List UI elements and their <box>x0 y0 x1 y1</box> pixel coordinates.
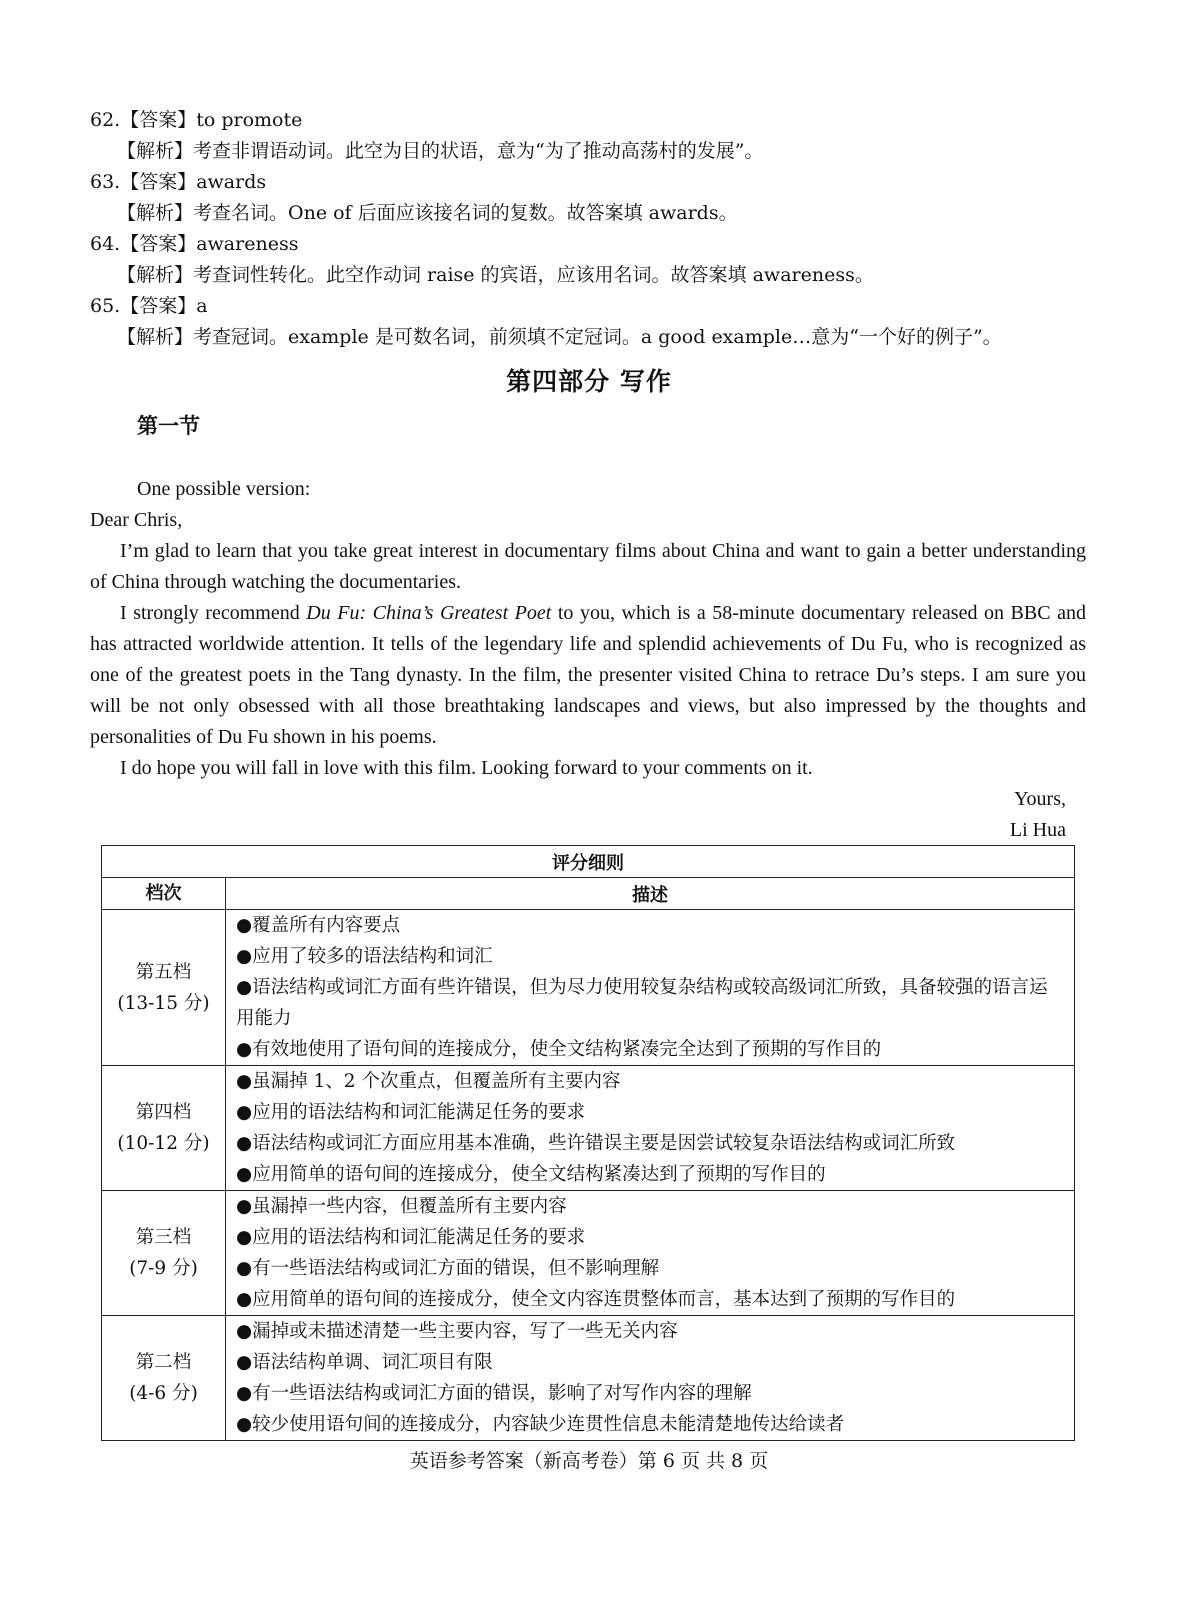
answer-list <box>90 105 1100 353</box>
description-cell <box>226 1191 1075 1316</box>
level-score: (4-6 分) <box>129 1383 198 1404</box>
criterion-item: ●应用了较多的语法结构和词汇 <box>236 946 493 967</box>
film-title: Du Fu: China’s Greatest Poet <box>306 602 552 624</box>
criterion-item: ●较少使用语句间的连接成分，内容缺少连贯性信息未能清楚地传达给读者 <box>236 1414 845 1435</box>
sample-letter <box>90 474 1086 846</box>
criterion-item: ●有一些语法结构或词汇方面的错误，但不影响理解 <box>236 1258 660 1279</box>
letter-paragraph-2 <box>90 598 1086 753</box>
section-title: 第四部分 写作 <box>506 367 672 396</box>
criterion-item: ●覆盖所有内容要点 <box>236 915 401 936</box>
column-header-description: 描述 <box>226 878 1075 910</box>
description-cell <box>226 910 1075 1066</box>
criterion-item: ●有一些语法结构或词汇方面的错误，影响了对写作内容的理解 <box>236 1383 752 1404</box>
criterion-item: ●应用的语法结构和词汇能满足任务的要求 <box>236 1102 586 1123</box>
description-cell <box>226 1066 1075 1191</box>
criterion-item: ●有效地使用了语句间的连接成分，使全文结构紧凑完全达到了预期的写作目的 <box>236 1039 882 1060</box>
letter-closing: Yours, <box>1014 788 1066 810</box>
criterion-item: ●漏掉或未描述清楚一些主要内容，写了一些无关内容 <box>236 1321 678 1342</box>
rubric-header-row <box>102 878 1075 910</box>
description-cell <box>226 1316 1075 1441</box>
rubric-table <box>101 845 1075 1441</box>
answer-63: 63.【答案】awards <box>90 171 267 193</box>
letter-paragraph-1: I’m glad to learn that you take great interest in documentary films about China and want to gain a better understanding of China through watching the documentaries. <box>90 540 1086 593</box>
criterion-item: ●应用的语法结构和词汇能满足任务的要求 <box>236 1227 586 1248</box>
level-score: (13-15 分) <box>117 992 210 1014</box>
criterion-item: ●虽漏掉 1、2 个次重点，但覆盖所有主要内容 <box>236 1071 621 1092</box>
rubric-caption: 评分细则 <box>102 846 1075 878</box>
rubric-row <box>102 910 1075 1066</box>
level-cell <box>102 1316 226 1441</box>
analysis-62: 【解析】考查非谓语动词。此空为目的状语，意为“为了推动高荡村的发展”。 <box>117 140 764 162</box>
column-header-level: 档次 <box>102 878 226 910</box>
criterion-item: ●虽漏掉一些内容，但覆盖所有主要内容 <box>236 1196 567 1217</box>
criterion-item: ●语法结构或词汇方面应用基本准确，些许错误主要是因尝试较复杂语法结构或词汇所致 <box>236 1133 956 1154</box>
analysis-63: 【解析】考查名词。One of 后面应该接名词的复数。故答案填 awards。 <box>117 202 738 224</box>
analysis-65: 【解析】考查冠词。example 是可数名词，前须填不定冠词。a good example…意为“一个好的例子”。 <box>117 326 1002 348</box>
criterion-item: ●语法结构或词汇方面有些许错误，但为尽力使用较复杂结构或较高级词汇所致，具备较强的语言运用能力 <box>236 977 1048 1029</box>
letter-intro: One possible version: <box>137 478 311 500</box>
level-score: (10-12 分) <box>117 1133 210 1154</box>
letter-p2-after: to you, which is a 58-minute documentary released on BBC and has attracted worldwide attention. It tells of the legendary life and splendid achievements of Du Fu, who is recognized as one of the greatest poets in the Tang dynasty. In the film, the presenter visited China to retrace Du’s steps. I am sure you will be not only obsessed with all those breathtaking landscapes and views, but also impressed by the thoughts and personalities of Du Fu shown in his poems. <box>90 602 1087 748</box>
subsection-title: 第一节 <box>137 414 200 438</box>
rubric-row <box>102 1316 1075 1441</box>
level-cell <box>102 1191 226 1316</box>
level-cell <box>102 1066 226 1191</box>
rubric-row <box>102 1066 1075 1191</box>
criterion-item: ●应用简单的语句间的连接成分，使全文内容连贯整体而言，基本达到了预期的写作目的 <box>236 1289 956 1310</box>
analysis-64: 【解析】考查词性转化。此空作动词 raise 的宾语，应该用名词。故答案填 awareness。 <box>117 264 874 286</box>
letter-p2-before: I strongly recommend <box>120 602 307 624</box>
answer-64: 64.【答案】awareness <box>90 233 299 255</box>
level-name: 第四档 <box>135 1102 192 1123</box>
letter-salutation: Dear Chris, <box>90 509 183 531</box>
letter-paragraph-3: I do hope you will fall in love with this film. Looking forward to your comments on it. <box>120 757 813 779</box>
level-name: 第五档 <box>135 961 192 983</box>
rubric-row <box>102 1191 1075 1316</box>
level-name: 第二档 <box>135 1352 192 1373</box>
level-name: 第三档 <box>135 1227 192 1248</box>
level-score: (7-9 分) <box>129 1258 198 1279</box>
criterion-item: ●应用简单的语句间的连接成分，使全文结构紧凑达到了预期的写作目的 <box>236 1164 826 1185</box>
criterion-item: ●语法结构单调、词汇项目有限 <box>236 1352 493 1373</box>
letter-signature: Li Hua <box>1009 819 1066 841</box>
page-footer: 英语参考答案（新高考卷）第 6 页 共 8 页 <box>409 1450 769 1472</box>
answer-65: 65.【答案】a <box>90 295 208 317</box>
answer-62: 62.【答案】to promote <box>90 109 303 131</box>
level-cell <box>102 910 226 1066</box>
